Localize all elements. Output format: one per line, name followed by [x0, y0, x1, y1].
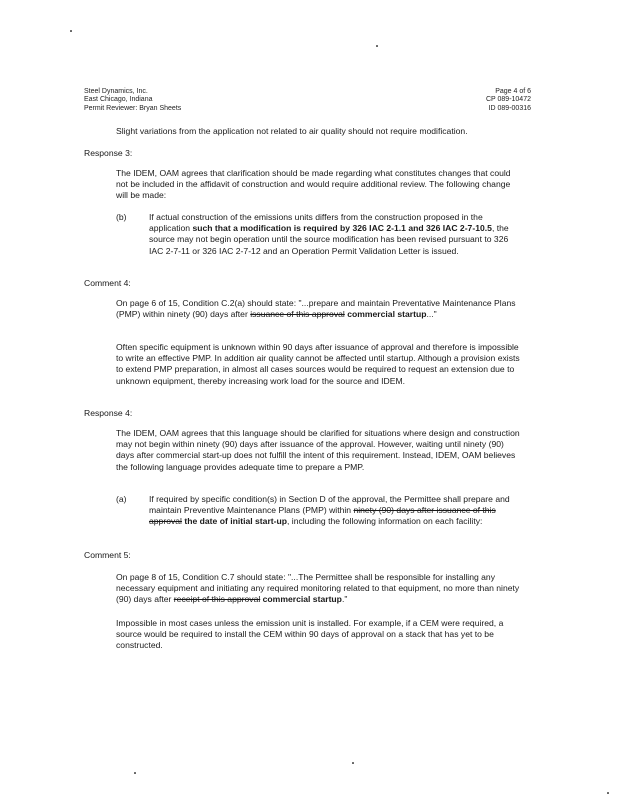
comment-5-heading: Comment 5: [84, 550, 131, 560]
bold-insertion: commercial startup [260, 594, 342, 605]
text-run: , the source may not begin operation until the source modification has been revised pursuant to 326 IAC 2-7-11 or 326 IAC 2-7-12 and an Operation Permit Validation Letter is issued. [149, 223, 509, 256]
comment-4-quote [116, 298, 521, 320]
intro-line: Slight variations from the application not related to air quality should not require modification. [116, 126, 468, 136]
response-4-heading: Response 4: [84, 408, 133, 418]
header-company: Steel Dynamics, Inc. [84, 88, 148, 95]
response-4-paragraph: The IDEM, OAM agrees that this language should be clarified for situations where design and construction may not begin within ninety (90) days after issuance of the approval. However, waiting until ninety (90) days after commercial start-up does not fulfill the intent of this requirement. Instead, IDEM, OAM believes the following language provides adequate time to prepare a PMP. [116, 428, 520, 472]
bold-insertion: the date of initial start-up [181, 516, 288, 527]
item-text [149, 212, 521, 257]
text-run: If required by specific condition(s) in Section D of the approval, the Permittee shall prepare and maintain Preventive Maintenance Plans (PMP) within [149, 494, 510, 516]
item-label: (a) [116, 494, 127, 504]
strikethrough-deletion: issuance of this approval [250, 309, 345, 320]
header-source-id: ID 089-00316 [488, 104, 531, 112]
bold-insertion: commercial startup [344, 309, 427, 320]
strikethrough-deletion: receipt of this approval [173, 594, 261, 605]
header-reviewer: Permit Reviewer: Bryan Sheets [84, 104, 182, 112]
header-location: East Chicago, Indiana [84, 96, 153, 104]
header-permit-id: CP 089-10472 [485, 96, 531, 104]
header-right [486, 88, 531, 113]
text-run: , including the following information on each facility: [287, 516, 483, 527]
text-run: ..." [426, 309, 437, 320]
comment-4-heading: Comment 4: [84, 278, 131, 288]
text-run: On page 8 of 15, Condition C.7 should state: "...The Permittee shall be responsible for installing any necessary equipment and initiating any required monitoring related to that equipment, no more than ninety (90) days after [116, 572, 520, 605]
item-label: (b) [116, 212, 127, 222]
bold-insertion: such that a modification is required by 326 IAC 2-1.1 and 326 IAC 2-7-10.5 [192, 223, 492, 234]
scan-speck [376, 45, 378, 47]
comment-4-paragraph: Often specific equipment is unknown within 90 days after issuance of approval and therefore is impossible to write an effective PMP. In addition air quality cannot be affected until startup. Although a provision exists to extend PMP preparation, in almost all cases sources would be required to request an extension due to unknown equipment, thereby increasing work load for the source and IDEM. [116, 342, 520, 386]
response-3-heading: Response 3: [84, 148, 133, 158]
header-page-number: Page 4 of 6 [495, 88, 531, 95]
item-text [149, 494, 521, 528]
text-run: ." [341, 594, 348, 605]
scan-speck [70, 30, 72, 32]
scan-speck [352, 762, 354, 764]
scan-speck [607, 792, 609, 794]
comment-5-quote [116, 572, 521, 606]
header-left [84, 88, 181, 113]
text-run: On page 6 of 15, Condition C.2(a) should state: "...prepare and maintain Preventative Maintenance Plans (PMP) within ninety (90) days after [116, 298, 516, 320]
strikethrough-deletion: ninety (90) days after issuance of this approval [149, 505, 496, 527]
comment-5-paragraph: Impossible in most cases unless the emission unit is installed. For example, if a CEM were required, a source would be required to install the CEM within 90 days of approval on a stack that has yet to be constructed. [116, 618, 504, 651]
text-run: If actual construction of the emissions units differs from the construction proposed in the application [149, 212, 483, 234]
scan-speck [134, 772, 136, 774]
response-3-paragraph: The IDEM, OAM agrees that clarification should be made regarding what constitutes changes that could not be included in the affidavit of construction and would require additional review. The following change will be made: [116, 168, 511, 201]
